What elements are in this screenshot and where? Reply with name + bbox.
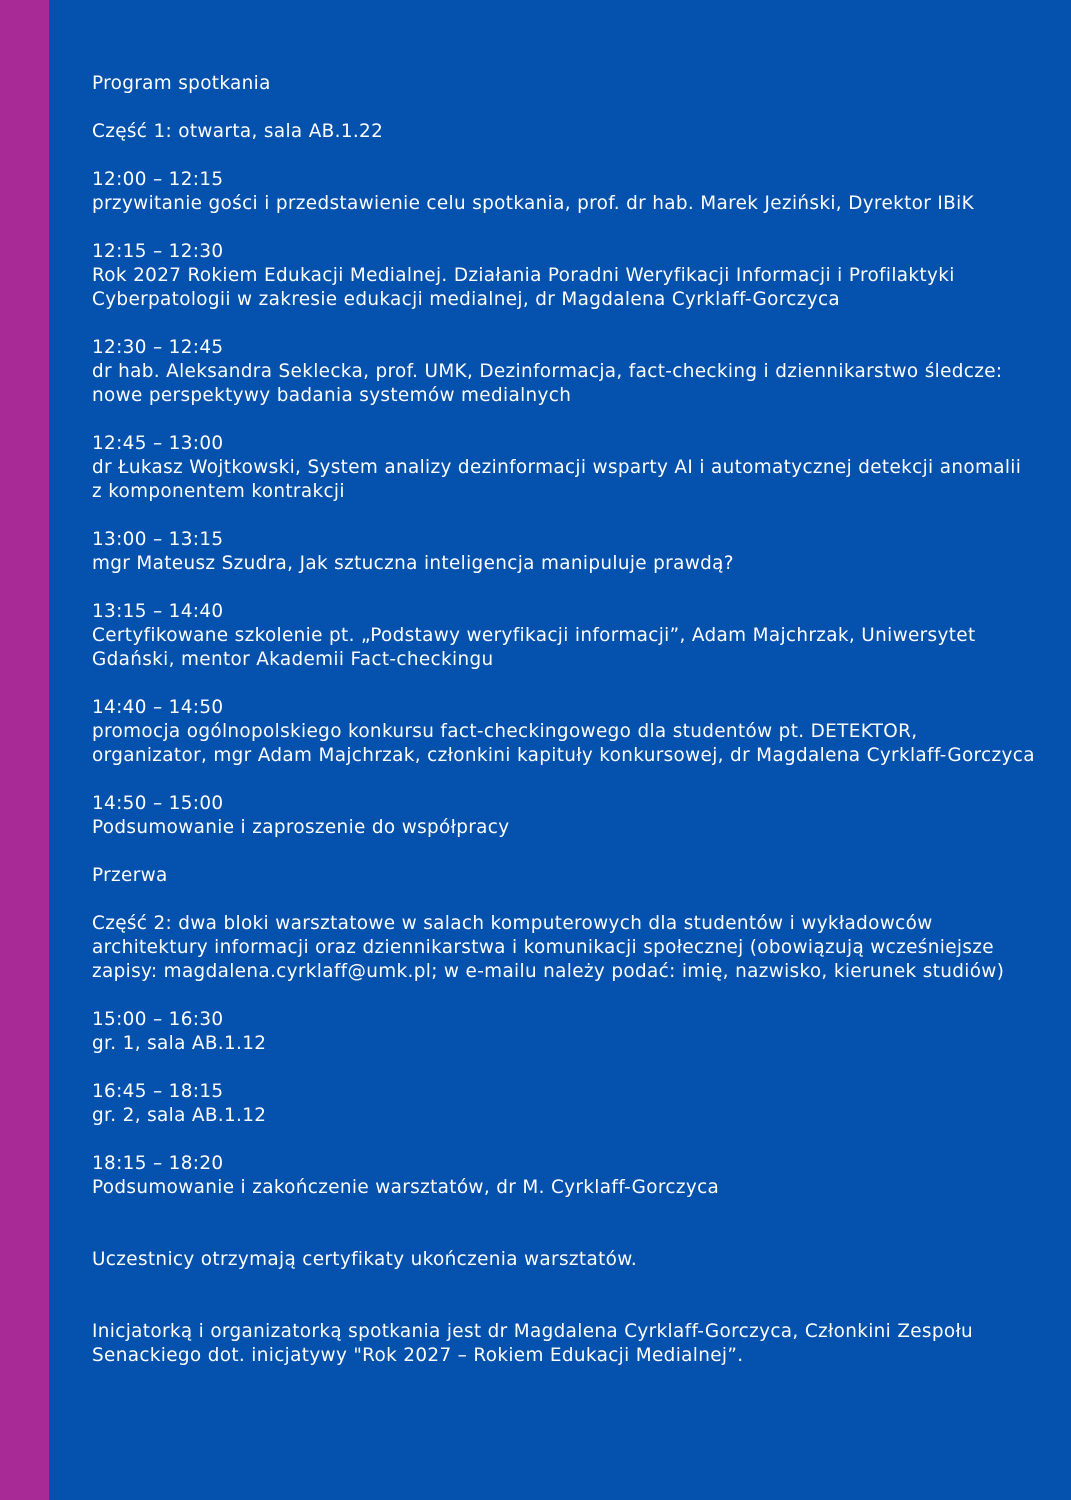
schedule-slot xyxy=(92,1152,1037,1200)
slot-description: promocja ogólnopolskiego konkursu fact-checkingowego dla studentów pt. DETEKTOR, organizator, mgr Adam Majchrzak, członkini kapituły konkursowej, dr Magdalena Cyrklaff-Gorczyca xyxy=(92,721,1035,766)
slot-time: 13:00 – 13:15 xyxy=(92,529,224,550)
slot-time: 15:00 – 16:30 xyxy=(92,1009,224,1030)
slot-time: 12:00 – 12:15 xyxy=(92,169,224,190)
slot-description: Certyfikowane szkolenie pt. „Podstawy weryfikacji informacji”, Adam Majchrzak, Uniwersytet Gdański, mentor Akademii Fact-checkingu xyxy=(92,625,976,670)
slot-time: 12:30 – 12:45 xyxy=(92,337,224,358)
slot-description: mgr Mateusz Szudra, Jak sztuczna inteligencja manipuluje prawdą? xyxy=(92,553,734,574)
schedule-slot xyxy=(92,528,1037,576)
part1-heading: Część 1: otwarta, sala AB.1.22 xyxy=(92,121,384,142)
certificate-note: Uczestnicy otrzymają certyfikaty ukończenia warsztatów. xyxy=(92,1249,638,1270)
slot-description: gr. 2, sala AB.1.12 xyxy=(92,1105,267,1126)
slot-time: 16:45 – 18:15 xyxy=(92,1081,224,1102)
slot-description: dr Łukasz Wojtkowski, System analizy dezinformacji wsparty AI i automatycznej detekcji anomalii z komponentem kontrakcji xyxy=(92,457,1022,502)
slot-time: 14:40 – 14:50 xyxy=(92,697,224,718)
schedule-slot xyxy=(92,600,1037,672)
slot-description: przywitanie gości i przedstawienie celu spotkania, prof. dr hab. Marek Jeziński, Dyrektor IBiK xyxy=(92,193,974,214)
slot-description: Rok 2027 Rokiem Edukacji Medialnej. Działania Poradni Weryfikacji Informacji i Profilaktyki Cyberpatologii w zakresie edukacji medialnej, dr Magdalena Cyrklaff-Gorczyca xyxy=(92,265,955,310)
schedule-slot xyxy=(92,168,1037,216)
schedule-slot xyxy=(92,792,1037,840)
slot-time: 18:15 – 18:20 xyxy=(92,1153,224,1174)
schedule-slot xyxy=(92,432,1037,504)
program-content xyxy=(92,72,1037,1392)
schedule-slot xyxy=(92,240,1037,312)
slot-time: 12:15 – 12:30 xyxy=(92,241,224,262)
slot-description: Podsumowanie i zakończenie warsztatów, dr M. Cyrklaff-Gorczyca xyxy=(92,1177,720,1198)
part2-heading: Część 2: dwa bloki warsztatowe w salach komputerowych dla studentów i wykładowców architektury informacji oraz dziennikarstwa i komunikacji społecznej (obowiązują wcześniejsze zapisy: magdalena.cyrklaff@umk.pl; w e-mailu należy podać: imię, nazwisko, kierunek studiów) xyxy=(92,913,1005,982)
side-accent-stripe xyxy=(0,0,49,1500)
schedule-slot xyxy=(92,696,1037,768)
schedule-slot xyxy=(92,1080,1037,1128)
slot-time: 12:45 – 13:00 xyxy=(92,433,224,454)
slot-description: Podsumowanie i zaproszenie do współpracy xyxy=(92,817,510,838)
schedule-slot xyxy=(92,1008,1037,1056)
slot-description: dr hab. Aleksandra Seklecka, prof. UMK, Dezinformacja, fact-checking i dziennikarstwo śledcze: nowe perspektywy badania systemów medialnych xyxy=(92,361,1003,406)
schedule-slot xyxy=(92,336,1037,408)
program-title: Program spotkania xyxy=(92,73,271,94)
slot-time: 14:50 – 15:00 xyxy=(92,793,224,814)
slot-description: gr. 1, sala AB.1.12 xyxy=(92,1033,267,1054)
organizer-note: Inicjatorką i organizatorką spotkania jest dr Magdalena Cyrklaff-Gorczyca, Członkini Zespołu Senackiego dot. inicjatywy "Rok 2027 – Rokiem Edukacji Medialnej”. xyxy=(92,1321,974,1366)
break-label: Przerwa xyxy=(92,865,168,886)
slot-time: 13:15 – 14:40 xyxy=(92,601,224,622)
